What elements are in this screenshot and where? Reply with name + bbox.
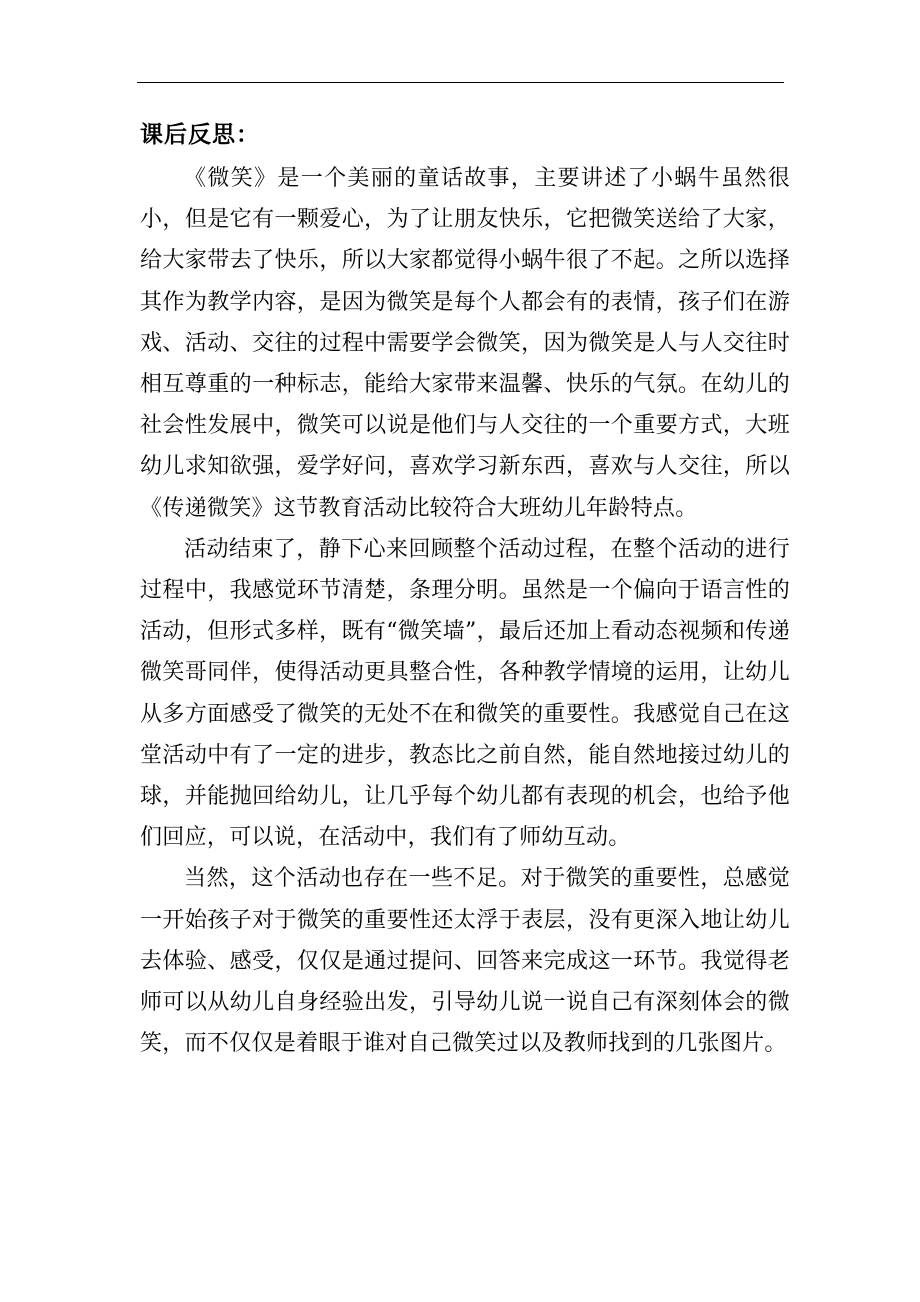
section-heading: 课后反思： [140,121,260,148]
document-body [140,112,790,1064]
paragraph-1: 《微笑》是一个美丽的童话故事，主要讲述了小蜗牛虽然很小，但是它有一颗爱心，为了让朋友快乐，它把微笑送给了大家，给大家带去了快乐，所以大家都觉得小蜗牛很了不起。之所以选择其作为教学内容，是因为微笑是每个人都会有的表情，孩子们在游戏、活动、交往的过程中需要学会微笑，因为微笑是人与人交往时相互尊重的一种标志，能给大家带来温馨、快乐的气氛。在幼儿的社会性发展中，微笑可以说是他们与人交往的一个重要方式，大班幼儿求知欲强，爱学好问，喜欢学习新东西，喜欢与人交往，所以《传递微笑》这节教育活动比较符合大班幼儿年龄特点。 [140,166,790,521]
paragraph-3: 当然，这个活动也存在一些不足。对于微笑的重要性，总感觉一开始孩子对于微笑的重要性还太浮于表层，没有更深入地让幼儿去体验、感受，仅仅是通过提问、回答来完成这一环节。我觉得老师可以从幼儿自身经验出发，引导幼儿说一说自己有深刻体会的微笑，而不仅仅是着眼于谁对自己微笑过以及教师找到的几张图片。 [140,866,790,1057]
paragraph-2: 活动结束了，静下心来回顾整个活动过程，在整个活动的进行过程中，我感觉环节清楚，条理分明。虽然是一个偏向于语言性的活动，但形式多样，既有“微笑墙”，最后还加上看动态视频和传递微笑哥同伴，使得活动更具整合性，各种教学情境的运用，让幼儿从多方面感受了微笑的无处不在和微笑的重要性。我感觉自己在这堂活动中有了一定的进步，教态比之前自然，能自然地接过幼儿的球，并能抛回给幼儿，让几乎每个幼儿都有表现的机会，也给予他们回应，可以说，在活动中，我们有了师幼互动。 [140,536,790,851]
header-rule [137,82,784,83]
